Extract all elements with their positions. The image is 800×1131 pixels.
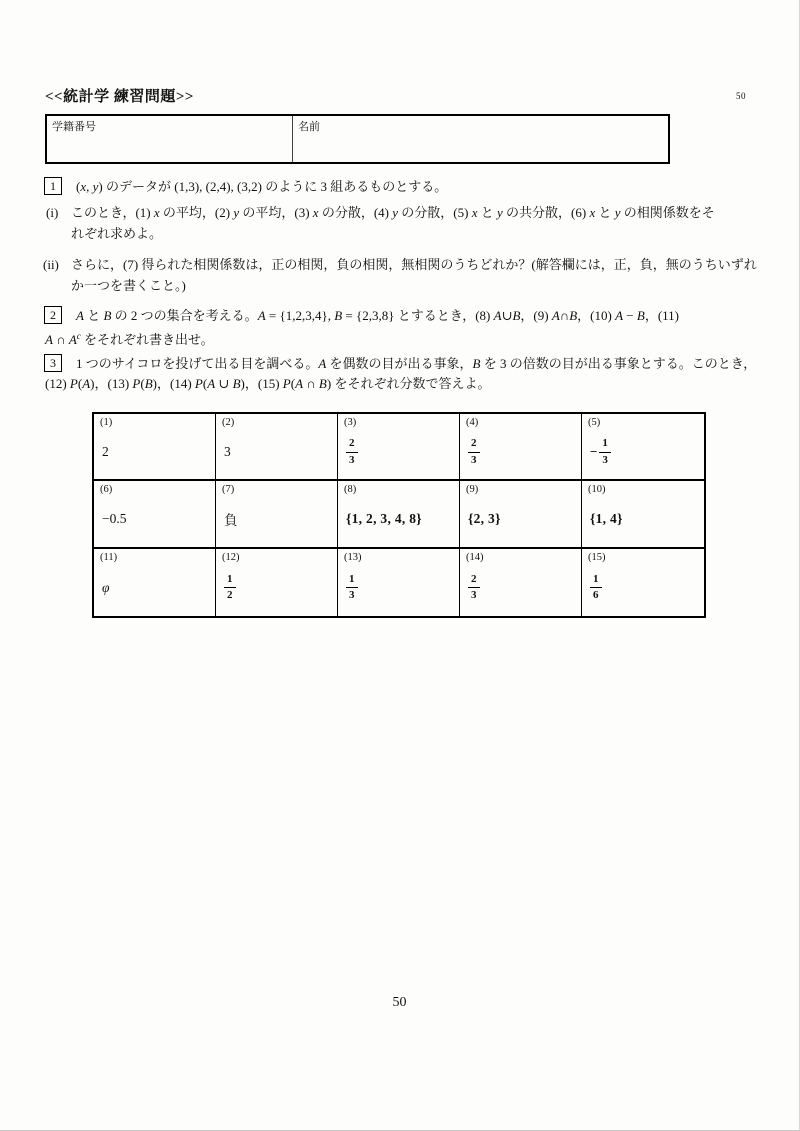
answer-cell-1 [94,414,216,481]
answer-cell-label: (12) [222,551,240,563]
answer-cell-value [466,429,575,475]
problem-1-text: (x, y) のデータが (1,3), (2,4), (3,2) のように 3 組あるものとする。 [76,179,448,194]
answer-cell-value: 3 [224,444,231,460]
fraction-value: $\frac{1}{6}$ [590,573,602,602]
answer-cell-value: {1, 2, 3, 4, 8} [346,511,422,527]
answer-cell-value [588,429,698,475]
answer-cell-label: (3) [344,417,357,428]
answer-cell-9 [460,481,582,548]
problem-2-text-line1: A と B の 2 つの集合を考える。A = {1,2,3,4}, B = {2,3,8} とするとき，(8) A∪B，(9) A∩B，(10) A − B，(11) [76,308,679,323]
answer-cell-label: (1) [100,417,113,428]
answer-cell-value [222,564,331,612]
answer-cell-13 [338,549,460,616]
name-cell [293,116,668,162]
answer-cell-label: (15) [588,551,606,563]
answer-cell-label: (4) [466,417,479,428]
answer-cell-label: (8) [344,484,357,496]
fraction-value: − $\frac{1}{3}$ [590,437,611,466]
problem-1-number-box: 1 [44,177,62,195]
answer-cell-label: (6) [100,484,113,496]
answer-cell-value [344,564,453,612]
problem-2-text-line2: A ∩ $A^c$ をそれぞれ書き出せ。 [45,331,214,347]
item-i-text-line1: このとき，(1) x の平均，(2) y の平均，(3) x の分散，(4) y の分散，(5) x と y の共分散，(6) x と y の相関係数をそ [71,205,715,220]
answer-cell-value: {1, 4} [590,511,623,527]
item-i-marker: (i) [46,205,59,220]
answer-cell-label: (10) [588,484,606,496]
student-info-table [45,114,670,164]
answer-cell-value: φ [102,579,110,595]
answer-cell-label: (11) [100,551,118,563]
answer-cell-7 [216,481,338,548]
answer-cell-label: (2) [222,417,235,428]
doc-title: <<統計学 練習問題>> [45,89,194,105]
answer-cell-6 [94,481,216,548]
item-i-text-line2: れぞれ求めよ。 [71,226,163,241]
student-id-label: 学籍番号 [52,121,96,133]
fraction-value: $\frac{2}{3}$ [346,437,358,466]
answer-cell-2 [216,414,338,481]
answer-cell-label: (13) [344,551,362,563]
answer-table [92,412,706,618]
problem-2-number-box: 2 [44,306,62,324]
item-ii-marker: (ii) [43,257,59,272]
item-ii-text-line2: か一つを書くこと。) [71,278,186,293]
answer-cell-value: 2 [102,444,109,460]
answer-cell-value [588,564,698,612]
answer-cell-3 [338,414,460,481]
problem-3-text-line1: 1 つのサイコロを投げて出る目を調べる。A を偶数の目が出る事象，B を 3 の倍数の目が出る事象とする。このとき， [76,356,757,371]
student-id-cell [47,116,293,162]
problem-3-text-line2: (12) P(A)，(13) P(B)，(14) P(A ∪ B)，(15) P(A ∩ B) をそれぞれ分数で答えよ。 [45,376,491,391]
answer-cell-15 [582,549,704,616]
answer-cell-label: (7) [222,484,235,496]
answer-cell-5 [582,414,704,481]
fraction-value: $\frac{2}{3}$ [468,573,480,602]
problem-3-number-box: 3 [44,354,62,372]
fraction-value: $\frac{1}{3}$ [346,573,358,602]
answer-cell-label: (9) [466,484,479,496]
fraction-value: $\frac{2}{3}$ [468,437,480,466]
answer-cell-label: (14) [466,551,484,563]
answer-cell-value [466,564,575,612]
page-number-bottom: 50 [392,995,407,1010]
answer-cell-12 [216,549,338,616]
answer-cell-11 [94,549,216,616]
answer-cell-value: {2, 3} [468,511,501,527]
answer-cell-10 [582,481,704,548]
answer-cell-value: 負 [224,513,238,529]
page-number-top: 50 [736,91,746,101]
item-ii-text-line1: さらに，(7) 得られた相関係数は，正の相関，負の相関，無相関のうちどれか？(解答欄には，正，負，無のうちいずれ [71,257,757,272]
answer-cell-label: (5) [588,417,601,428]
answer-cell-14 [460,549,582,616]
answer-cell-8 [338,481,460,548]
answer-cell-4 [460,414,582,481]
fraction-value: $\frac{1}{2}$ [224,573,236,602]
answer-cell-value [344,429,453,475]
answer-cell-value: −0.5 [102,511,127,527]
name-label: 名前 [298,121,320,133]
